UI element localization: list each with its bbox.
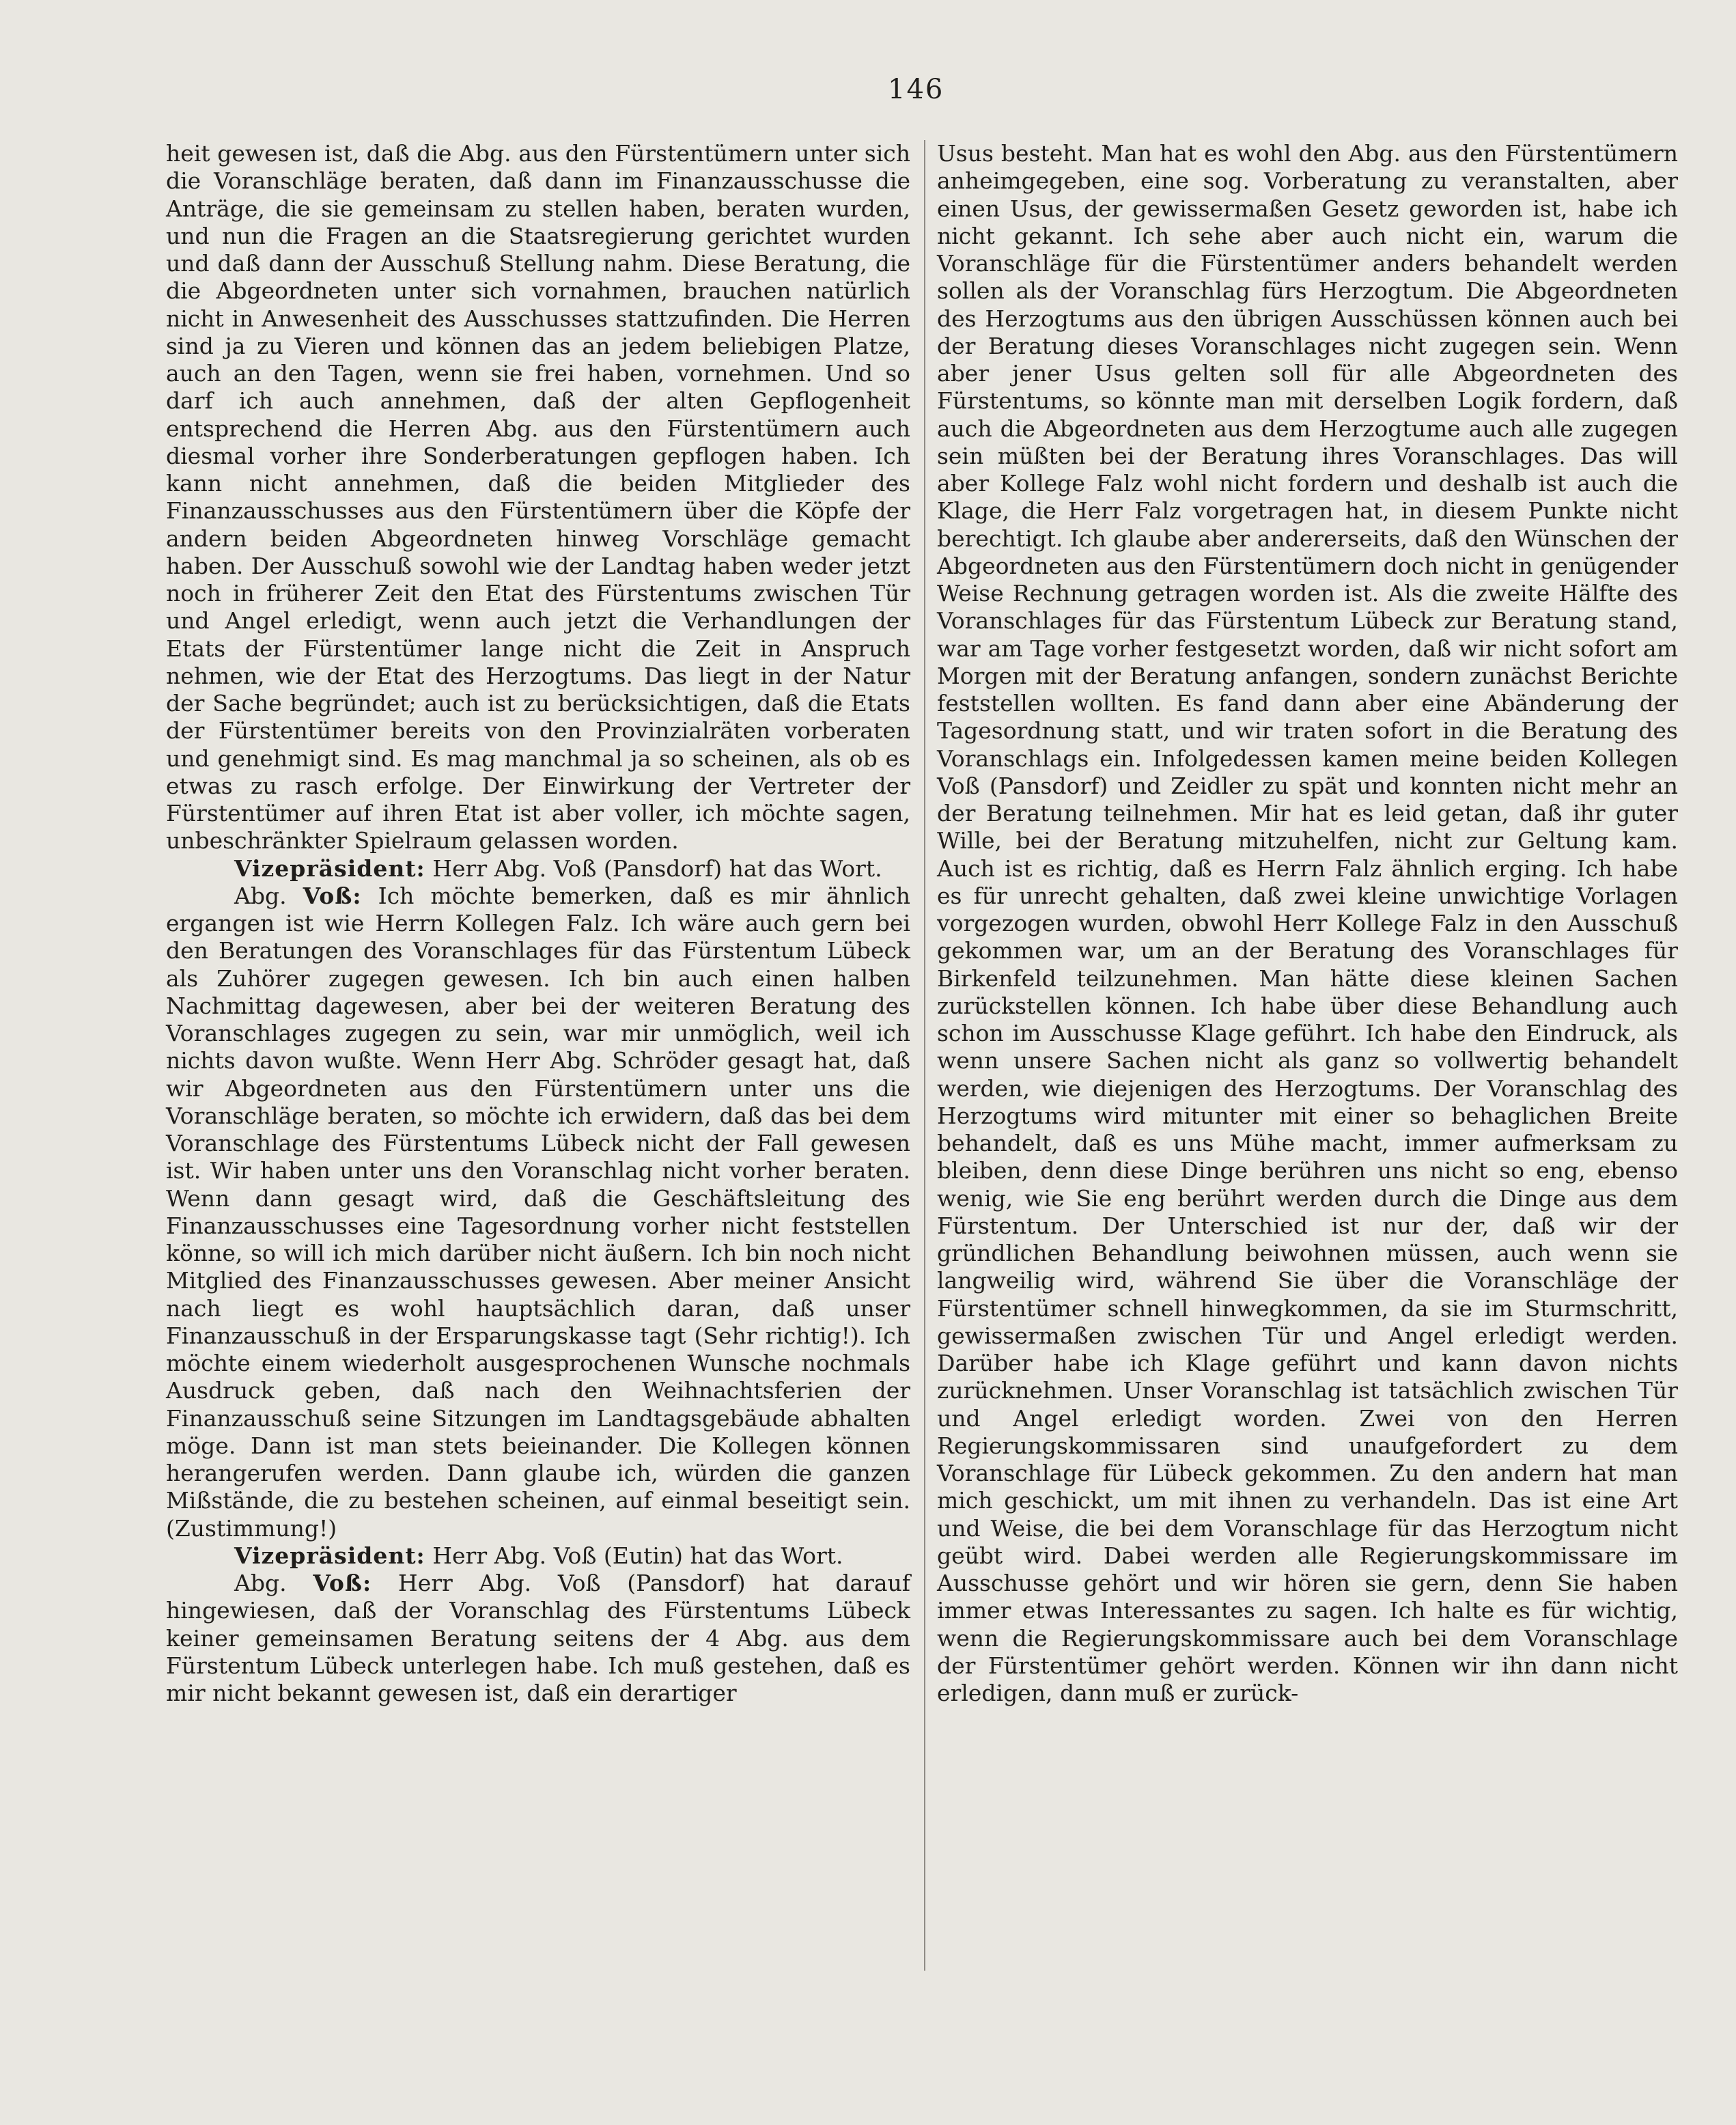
paragraph: Usus besteht. Man hat es wohl den Abg. aus den Fürstentümern anheimgegeben, eine sog. Vorberatung zu veranstalten, aber einen Usus, der gewissermaßen Gesetz geworden ist, habe ich nicht gekannt. Ich sehe aber auch nicht ein, warum die Voranschläge für die Fürstentümer anders behandelt werden sollen als der Voranschlag fürs Herzogtum. Die Abgeordneten des Herzogtums aus den übrigen Ausschüssen können auch bei der Beratung dieses Voranschlages nicht zugegen sein. Wenn aber jener Usus gelten soll für alle Abgeordneten des Fürstentums, so könnte man mit derselben Logik fordern, daß auch die Abgeordneten aus dem Herzogtume auch alle zugegen sein müßten bei der Beratung ihres Voranschlages. Das will aber Kollege Falz wohl nicht fordern und deshalb ist auch die Klage, die Herr Falz vorgetragen hat, in diesem Punkte nicht berechtigt. Ich glaube aber andererseits, daß den Wünschen der Abgeordneten aus den Fürstentümern doch nicht in genügender Weise Rechnung getragen worden ist. Als die zweite Hälfte des Voranschlages für das Fürstentum Lübeck zur Beratung stand, war am Tage vorher festgesetzt worden, daß wir nicht sofort am Morgen mit der Beratung anfangen, sondern zunächst Berichte feststellen wollten. Es fand dann aber eine Abänderung der Tagesordnung statt, und wir traten sofort in die Beratung des Voranschlags ein. Infolgedessen kamen meine beiden Kollegen Voß (Pansdorf) und Zeidler zu spät und konnten nicht mehr an der Beratung teilnehmen. Mir hat es leid getan, daß ihr guter Wille, bei der Beratung mitzuhelfen, nicht zur Geltung kam. Auch ist es richtig, daß es Herrn Falz ähnlich erging. Ich habe es für unrecht gehalten, daß zwei kleine unwichtige Vorlagen vorgezogen wurden, obwohl Herr Kollege Falz in den Ausschuß gekommen war, um an der Beratung des Voranschlages für Birkenfeld teilzunehmen. Man hätte diese kleinen Sachen zurückstellen können. Ich habe über diese Behandlung auch schon im Ausschusse Klage geführt. Ich habe den Eindruck, als wenn unsere Sachen nicht als ganz so vollwertig behandelt werden, wie diejenigen des Herzogtums. Der Voranschlag des Herzogtums wird mitunter mit einer so behaglichen Breite behandelt, daß es uns Mühe macht, immer aufmerksam zu bleiben, denn diese Dinge berühren uns nicht so eng, ebenso wenig, wie Sie eng berührt werden durch die Dinge aus dem Fürstentum. Der Unterschied ist nur der, daß wir der gründlichen Behandlung beiwohnen müssen, auch wenn sie langweilig wird, während Sie über die Voranschläge der Fürstentümer schnell hinwegkommen, da sie im Sturmschritt, gewissermaßen zwischen Tür und Angel erledigt werden. Darüber habe ich Klage geführt und kann davon nichts zurücknehmen. Unser Voranschlag ist tatsächlich zwischen Tür und Angel erledigt worden. Zwei von den Herren Regierungskommissaren sind unaufgefordert zu dem Voranschlage für Lübeck gekommen. Zu den andern hat man mich geschickt, um mit ihnen zu verhandeln. Das ist eine Art und Weise, die bei dem Voranschlage für das Herzogtum nicht geübt wird. Dabei werden alle Regierungskommissare im Ausschusse gehört und wir hören sie gern, denn Sie haben immer etwas Interessantes zu sagen. Ich halte es für wichtig, wenn die Regierungskommissare auch bei dem Voranschlage der Fürstentümer gehört werden. Können wir ihn dann nicht erledigen, dann muß er zurück- (937, 140, 1678, 1706)
column-divider (924, 140, 925, 1971)
abg-prefix: Abg. (234, 1570, 313, 1596)
paragraph-text: Herr Abg. Voß (Eutin) hat das Wort. (425, 1542, 843, 1569)
speaker-label: Voß: (313, 1570, 372, 1596)
speaker-label: Vizepräsident: (234, 855, 425, 882)
left-column (166, 140, 910, 1707)
speaker-label: Voß: (303, 882, 362, 909)
abg-prefix: Abg. (234, 882, 303, 909)
paragraph-text: Herr Abg. Voß (Pansdorf) hat das Wort. (425, 855, 882, 882)
speaker-label: Vizepräsident: (234, 1542, 425, 1569)
paragraph-text: Herr Abg. Voß (Pansdorf) hat darauf hingewiesen, daß der Voranschlag des Fürstentums Lübeck keiner gemeinsamen Beratung seitens der 4 Abg. aus dem Fürstentum Lübeck unterlegen habe. Ich muß gestehen, daß es mir nicht bekannt gewesen ist, daß ein derartiger (166, 1570, 910, 1706)
paragraph-text: Ich möchte bemerken, daß es mir ähnlich ergangen ist wie Herrn Kollegen Falz. Ich wäre auch gern bei den Beratungen des Voranschlages für das Fürstentum Lübeck als Zuhörer zugegen gewesen. Ich bin auch einen halben Nachmittag dagewesen, aber bei der weiteren Beratung des Voranschlages zugegen zu sein, war mir unmöglich, weil ich nichts davon wußte. Wenn Herr Abg. Schröder gesagt hat, daß wir Abgeordneten aus den Fürstentümern unter uns die Voranschläge beraten, so möchte ich erwidern, daß das bei dem Voranschlage des Fürstentums Lübeck nicht der Fall gewesen ist. Wir haben unter uns den Voranschlag nicht vorher beraten. Wenn dann gesagt wird, daß die Geschäftsleitung des Finanzausschusses eine Tagesordnung vorher nicht feststellen könne, so will ich mich darüber nicht äußern. Ich bin noch nicht Mitglied des Finanzausschusses gewesen. Aber meiner Ansicht nach liegt es wohl hauptsächlich daran, daß unser Finanzausschuß in der Ersparungskasse tagt (Sehr richtig!). Ich möchte einem wiederholt ausgesprochenen Wunsche nochmals Ausdruck geben, daß nach den Weihnachtsferien der Finanzausschuß seine Sitzungen im Landtagsgebäude abhalten möge. Dann ist man stets beieinander. Die Kollegen können herangerufen werden. Dann glaube ich, würden die ganzen Mißstände, die zu bestehen scheinen, auf einmal beseitigt sein. (Zustimmung!) (166, 882, 910, 1542)
speaker-paragraph (166, 1542, 910, 1570)
paragraph: heit gewesen ist, daß die Abg. aus den Fürstentümern unter sich die Voranschläge beraten, daß dann im Finanzausschusse die Anträge, die sie gemeinsam zu stellen haben, beraten wurden, und nun die Fragen an die Staatsregierung gerichtet wurden und daß dann der Ausschuß Stellung nahm. Diese Beratung, die die Abgeordneten unter sich vornahmen, brauchen natürlich nicht in Anwesenheit des Ausschusses stattzufinden. Die Herren sind ja zu Vieren und können das an jedem beliebigen Platze, auch an den Tagen, wenn sie frei haben, vornehmen. Und so darf ich auch annehmen, daß der alten Gepflogenheit entsprechend die Herren Abg. aus den Fürstentümern auch diesmal vorher ihre Sonderberatungen gepflogen haben. Ich kann nicht annehmen, daß die beiden Mitglieder des Finanzausschusses aus den Fürstentümern über die Köpfe der andern beiden Abgeordneten hinweg Vorschläge gemacht haben. Der Ausschuß sowohl wie der Landtag haben weder jetzt noch in früherer Zeit den Etat des Fürstentums zwischen Tür und Angel erledigt, wenn auch jetzt die Verhandlungen der Etats der Fürstentümer lange nicht die Zeit in Anspruch nehmen, wie der Etat des Herzogtums. Das liegt in der Natur der Sache begründet; auch ist zu berücksichtigen, daß die Etats der Fürstentümer bereits von den Provinzialräten vorberaten und genehmigt sind. Es mag manchmal ja so scheinen, als ob es etwas zu rasch erfolge. Der Einwirkung der Vertreter der Fürstentümer auf ihren Etat ist aber voller, ich möchte sagen, unbeschränkter Spielraum gelassen worden. (166, 140, 910, 855)
speaker-paragraph (166, 855, 910, 883)
page-number: 146 (888, 74, 944, 105)
speaker-paragraph (166, 883, 910, 1542)
speaker-paragraph (166, 1570, 910, 1707)
right-column (937, 140, 1678, 1707)
